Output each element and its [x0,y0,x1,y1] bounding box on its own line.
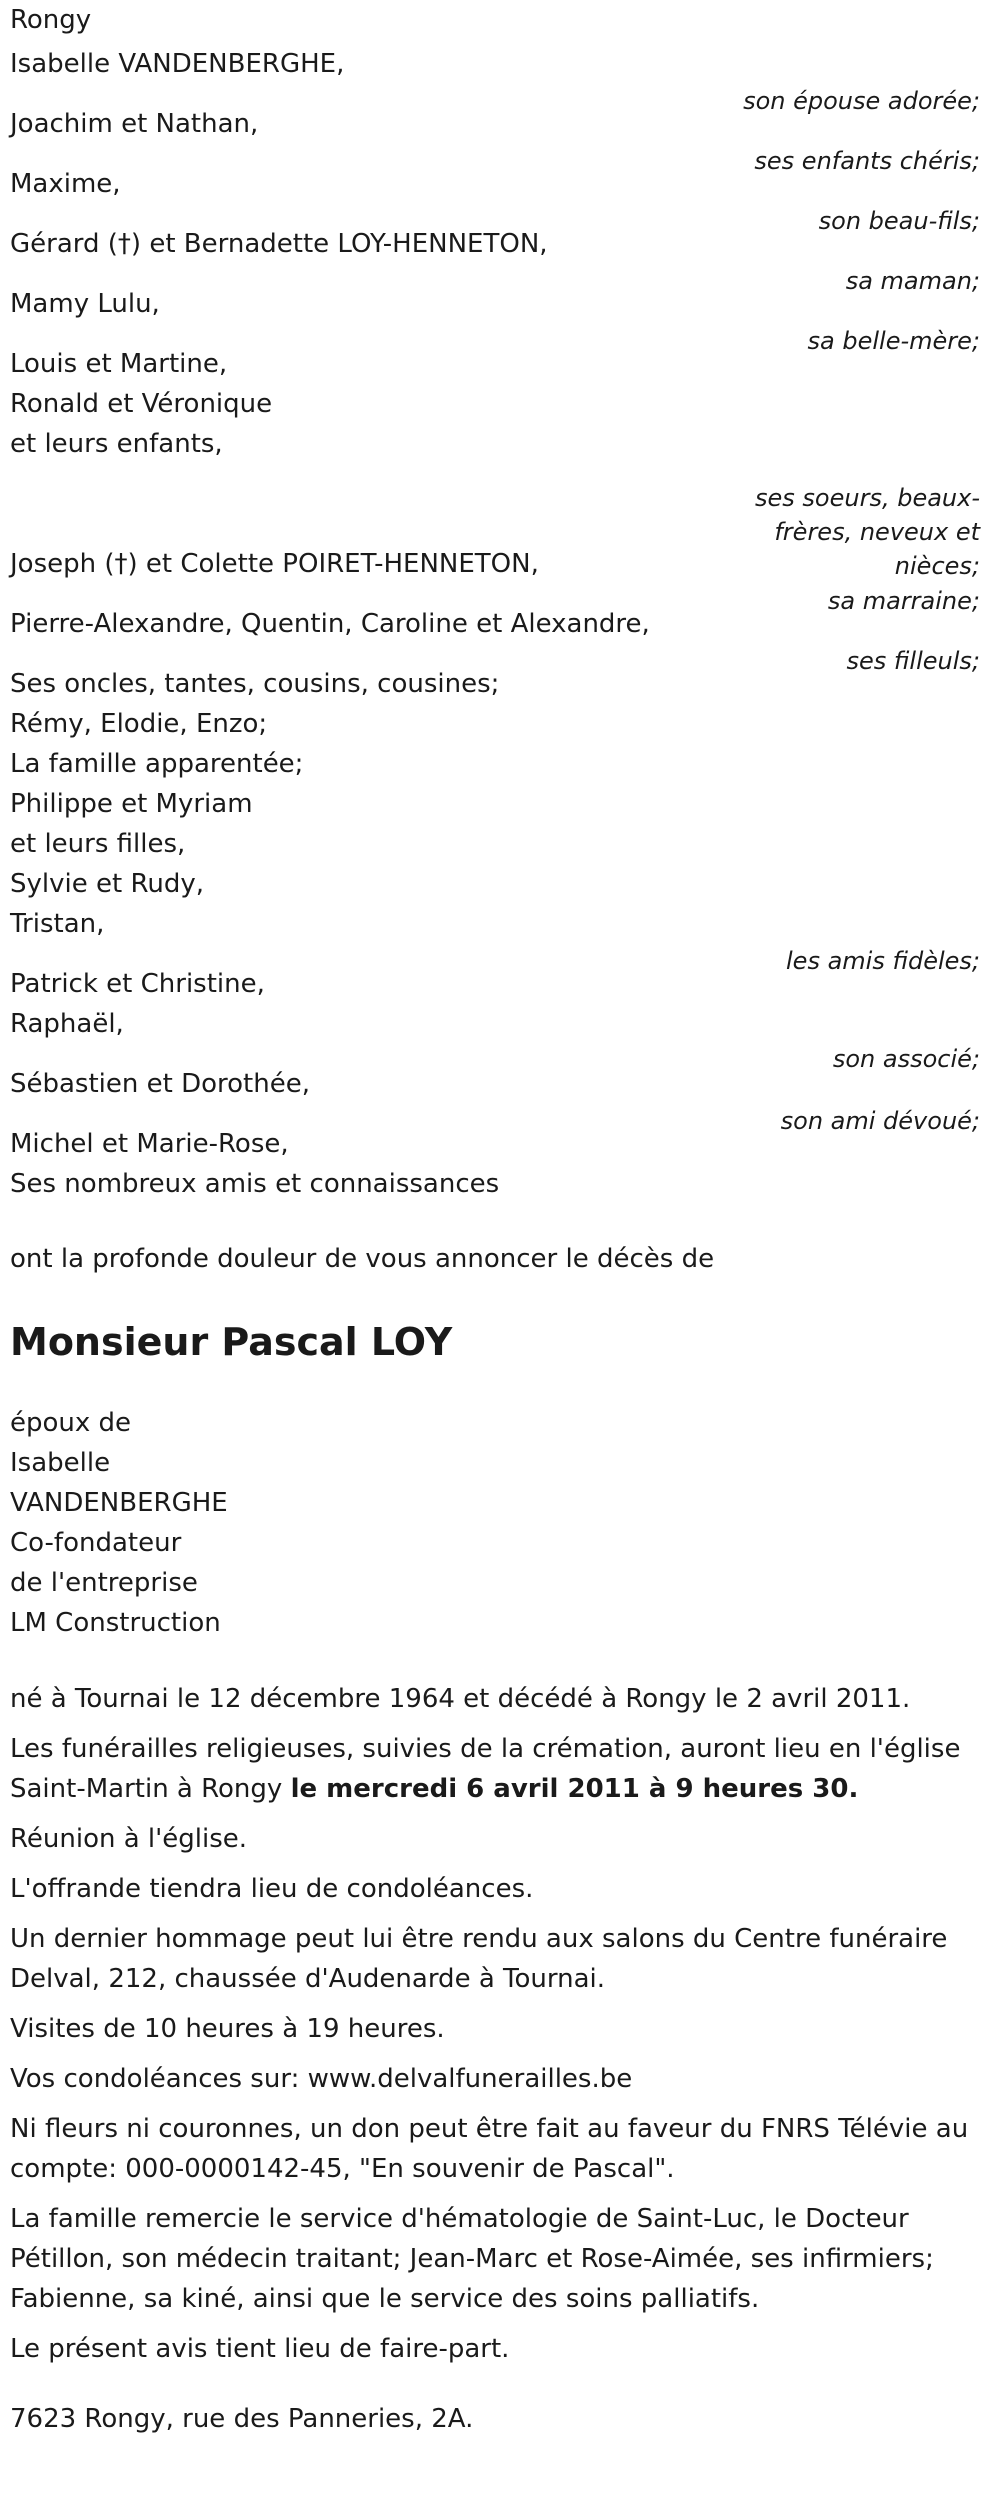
address: 7623 Rongy, rue des Panneries, 2A. [10,2404,474,2434]
family-name: Pierre-Alexandre, Quentin, Caroline et Alexandre, [10,609,650,639]
family-group [10,1064,990,1135]
family-group [10,544,990,615]
family-name: Louis et Martine, [10,349,228,379]
family-list [10,44,990,1204]
family-name: Joseph (†) et Colette POIRET-HENNETON, [10,549,539,579]
family-role: ses soeurs, beaux-frères, neveux et nièces; [755,484,980,580]
notice-paragraph: Le présent avis tient lieu de faire-part. [10,2334,510,2364]
family-name: Sébastien et Dorothée, [10,1069,310,1099]
family-name: Michel et Marie-Rose, [10,1129,289,1159]
family-group [10,44,990,115]
family-name: Patrick et Christine, [10,969,265,999]
family-role: sa belle-mère; [807,327,980,355]
epoux-line: LM Construction [10,1608,221,1638]
epoux-line: époux de [10,1408,132,1438]
family-name: Tristan, [10,909,105,939]
family-name: et leurs enfants, [10,429,223,459]
born-paragraph: né à Tournai le 12 décembre 1964 et décédé à Rongy le 2 avril 2011. [10,1684,911,1714]
family-group [10,224,990,295]
funeral-paragraph [10,1729,990,1809]
condolences-paragraph: Vos condoléances sur: www.delvalfunerailles.be [10,2064,633,2094]
offering-paragraph: L'offrande tiendra lieu de condoléances. [10,1874,534,1904]
flowers-paragraph: Ni fleurs ni couronnes, un don peut être fait au faveur du FNRS Télévie au compte: 000-0000142-45, "En souvenir de Pascal". [10,2114,969,2184]
family-name: Maxime, [10,169,121,199]
family-role: son ami dévoué; [780,1107,980,1135]
family-group [10,664,990,975]
family-name: Mamy Lulu, [10,289,160,319]
family-name: Rémy, Elodie, Enzo; [10,709,268,739]
family-name: Sylvie et Rudy, [10,869,204,899]
funeral-date: le mercredi 6 avril 2011 à 9 heures 30. [290,1774,859,1804]
family-group [10,104,990,175]
family-name: Ses nombreux amis et connaissances [10,1169,500,1199]
epoux-block [10,1403,990,1643]
funeral-text: Les funérailles religieuses, suivies de la crémation, auront lieu en l'église Saint-Martin à Rongy [10,1734,961,1804]
family-role: les amis fidèles; [786,947,980,975]
family-group [10,164,990,235]
family-role: son épouse adorée; [743,87,980,115]
family-group [10,1124,990,1204]
family-name: Philippe et Myriam [10,789,253,819]
family-name: Isabelle VANDENBERGHE, [10,49,345,79]
epoux-line: Co-fondateur [10,1528,182,1558]
family-group [10,604,990,675]
meeting-paragraph: Réunion à l'église. [10,1824,248,1854]
family-name: La famille apparentée; [10,749,304,779]
epoux-line: de l'entreprise [10,1568,198,1598]
family-name: Gérard (†) et Bernadette LOY-HENNETON, [10,229,548,259]
family-name: Raphaël, [10,1009,124,1039]
announcement-text: ont la profonde douleur de vous annoncer le décès de [10,1244,715,1274]
visits-paragraph: Visites de 10 heures à 19 heures. [10,2014,445,2044]
family-group [10,284,990,355]
family-role: son beau-fils; [818,207,980,235]
family-role: sa maman; [845,267,980,295]
header-place: Rongy [10,5,92,35]
family-name: Ses oncles, tantes, cousins, cousines; [10,669,500,699]
epoux-line: Isabelle [10,1448,111,1478]
tribute-paragraph: Un dernier hommage peut lui être rendu aux salons du Centre funéraire Delval, 212, chaussée d'Audenarde à Tournai. [10,1924,948,1994]
family-name: et leurs filles, [10,829,186,859]
family-role: ses enfants chéris; [754,147,980,175]
family-role: ses filleuls; [846,647,980,675]
deceased-name: Monsieur Pascal LOY [10,1320,453,1364]
thanks-paragraph: La famille remercie le service d'hématologie de Saint-Luc, le Docteur Pétillon, son médecin traitant; Jean-Marc et Rose-Aimée, ses infirmiers; Fabienne, sa kiné, ainsi que le service des soins palliatifs. [10,2204,934,2314]
epoux-line: VANDENBERGHE [10,1488,228,1518]
family-name: Joachim et Nathan, [10,109,259,139]
family-name: Ronald et Véronique [10,389,273,419]
family-role: son associé; [832,1045,980,1073]
family-group [10,964,990,1073]
family-role: sa marraine; [827,587,980,615]
